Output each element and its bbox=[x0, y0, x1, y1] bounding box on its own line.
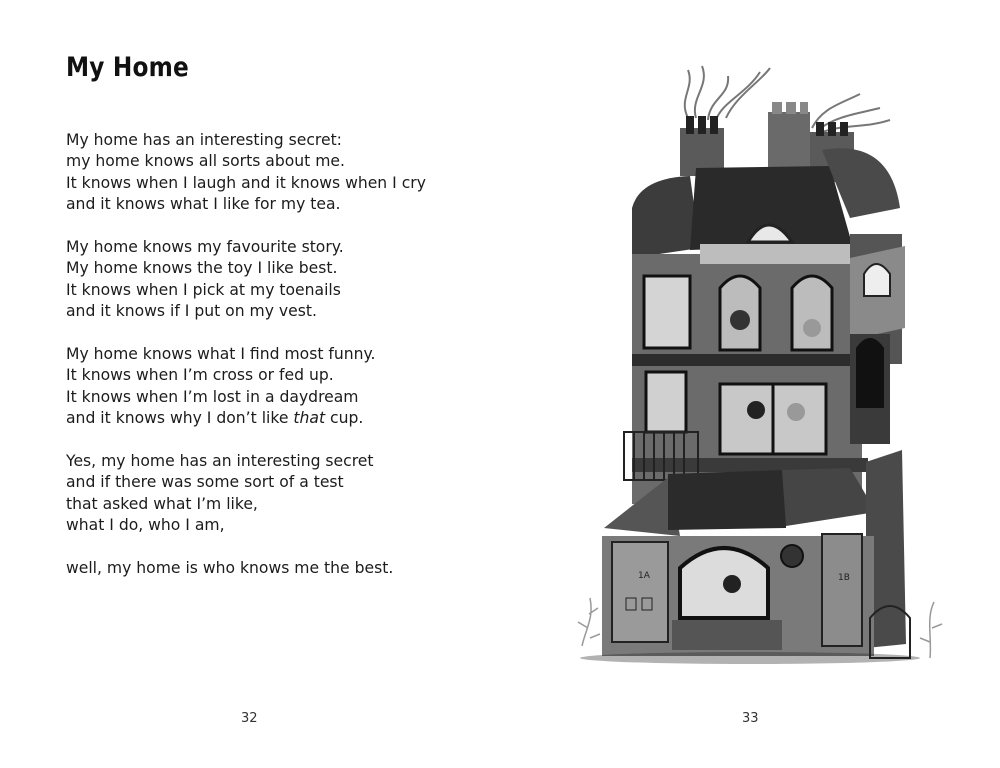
emphasized-word: that bbox=[293, 409, 326, 428]
poem-body bbox=[66, 130, 486, 601]
poem-line: It knows when I’m cross or fed up. bbox=[66, 366, 334, 385]
poem-line: what I do, who I am, bbox=[66, 516, 225, 535]
window-icon bbox=[644, 276, 690, 348]
window-icon bbox=[864, 264, 890, 296]
poem-line: My home knows my favourite story. bbox=[66, 238, 344, 257]
poem-line: It knows when I pick at my toenails bbox=[66, 280, 341, 299]
poem-line-emphasis bbox=[66, 408, 486, 429]
line-text: cup. bbox=[325, 409, 364, 428]
poem-line: and it knows what I like for my tea. bbox=[66, 195, 341, 214]
stanza-5 bbox=[66, 558, 486, 579]
poem-line: my home knows all sorts about me. bbox=[66, 152, 345, 171]
stanza-1 bbox=[66, 130, 486, 216]
window-icon bbox=[646, 372, 686, 432]
brick-wall bbox=[672, 620, 782, 650]
poem-line: My home knows what I find most funny. bbox=[66, 345, 376, 364]
door-number-left: 1A bbox=[638, 571, 650, 581]
house-illustration bbox=[560, 58, 960, 666]
poem-title: My Home bbox=[66, 52, 189, 83]
poem-line: well, my home is who knows me the best. bbox=[66, 559, 394, 578]
right-page bbox=[500, 0, 1000, 768]
door-icon bbox=[612, 542, 668, 642]
poem-line: It knows when I’m lost in a daydream bbox=[66, 387, 359, 406]
door-icon bbox=[822, 534, 862, 646]
stanza-3 bbox=[66, 344, 486, 430]
page-number-right: 33 bbox=[742, 711, 759, 726]
window-icon bbox=[792, 276, 832, 350]
line-text: and it knows why I don’t like bbox=[66, 409, 294, 428]
page-number-left: 32 bbox=[241, 711, 258, 726]
poem-line: that asked what I’m like, bbox=[66, 494, 258, 513]
poem-line: It knows when I laugh and it knows when I cry bbox=[66, 173, 426, 192]
stanza-2 bbox=[66, 237, 486, 323]
poem-line: My home knows the toy I like best. bbox=[66, 259, 338, 278]
stanza-4 bbox=[66, 451, 486, 537]
window-icon bbox=[781, 545, 803, 567]
door-icon bbox=[856, 338, 884, 408]
poem-line: My home has an interesting secret: bbox=[66, 131, 342, 149]
poem-line: and it knows if I put on my vest. bbox=[66, 302, 317, 321]
poem-line: and if there was some sort of a test bbox=[66, 473, 344, 492]
door-number-right: 1B bbox=[838, 573, 850, 583]
poem-line: Yes, my home has an interesting secret bbox=[66, 452, 374, 471]
